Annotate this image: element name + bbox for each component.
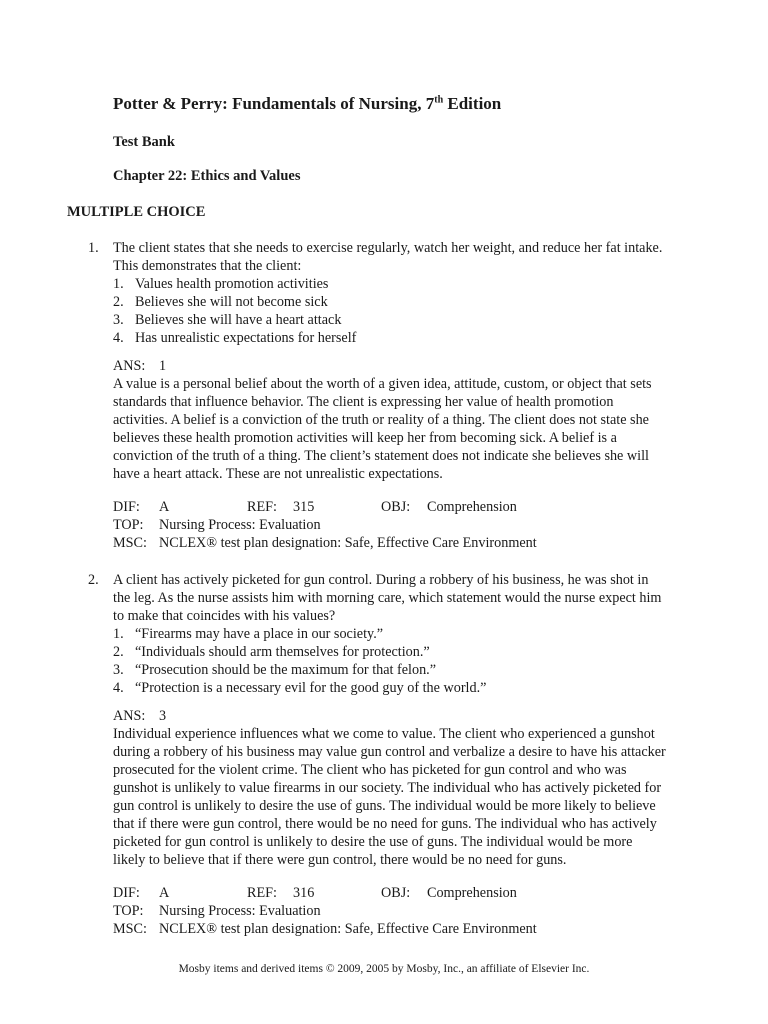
question-body [113,239,668,552]
answer-option [113,329,668,347]
question-body [113,571,668,938]
top-label: TOP: [113,903,144,919]
meta-row-top [113,516,668,534]
answer-label: ANS: [113,708,146,724]
question-metadata [113,884,668,938]
meta-row-dif [113,498,668,516]
ref-label: REF: [247,499,277,515]
option-text: Values health promotion activities [135,276,329,292]
option-number: 1. [113,276,124,292]
answer-option [113,311,668,329]
meta-row-dif [113,884,668,902]
question-number: 1. [88,240,99,256]
option-text: Has unrealistic expectations for herself [135,330,357,346]
answer-option [113,679,668,697]
msc-label: MSC: [113,921,147,937]
top-value: Nursing Process: Evaluation [159,517,321,533]
question-item [88,239,668,552]
document-title [113,94,501,114]
obj-label: OBJ: [381,499,411,515]
option-number: 2. [113,644,124,660]
option-number: 4. [113,680,124,696]
meta-row-msc [113,534,668,552]
question-metadata [113,498,668,552]
option-number: 3. [113,312,124,328]
answer-option [113,625,668,643]
meta-row-msc [113,920,668,938]
title-suffix: Edition [443,94,502,113]
rationale: A value is a personal belief about the worth of a given idea, attitude, custom, or object that sets standards that influence behavior. The client is expressing her value of health promotion activities. A belief is a conviction of the truth or reality of a thing. The client does not state she believes these health promotion activities will keep her from becoming sick. A belief is a conviction of the truth of a thing. The client’s statement does not indicate she believes she will have a heart attack. These are not unrealistic expectations. [113,376,652,482]
dif-label: DIF: [113,499,140,515]
dif-value: A [159,499,170,515]
question-item [88,571,668,938]
answer-label: ANS: [113,358,146,374]
option-text: Believes she will not become sick [135,294,328,310]
obj-value: Comprehension [427,499,517,515]
option-text: “Firearms may have a place in our society.” [135,626,384,642]
option-number: 4. [113,330,124,346]
chapter-title: Chapter 22: Ethics and Values [113,168,301,184]
rationale: Individual experience influences what we come to value. The client who experienced a gunshot during a robbery of his business may value gun control and verbalize a desire to have his attacker prosecuted for the violent crime. The client who has picketed for gun control and who was gunshot is unlikely to value firearms in our society. The individual who has actively picketed for gun control is unlikely to desire the use of guns. The individual would be more likely to believe that if there were gun control, there would be no need for guns. The individual who has actively picketed for gun control is unlikely to desire the use of guns. The individual would be more likely to believe that if there were gun control, there would be no need for guns. [113,726,666,868]
ref-label: REF: [247,885,277,901]
answer-value: 1 [159,358,167,374]
answer-line [113,707,668,725]
msc-value: NCLEX® test plan designation: Safe, Effective Care Environment [159,921,537,937]
top-label: TOP: [113,517,144,533]
dif-value: A [159,885,170,901]
question-number: 2. [88,572,99,588]
option-text: Believes she will have a heart attack [135,312,342,328]
msc-value: NCLEX® test plan designation: Safe, Effective Care Environment [159,535,537,551]
option-text: “Protection is a necessary evil for the good guy of the world.” [135,680,487,696]
msc-label: MSC: [113,535,147,551]
answer-line [113,357,668,375]
question-stem: A client has actively picketed for gun control. During a robbery of his business, he was shot in the leg. As the nurse assists him with morning care, which statement would the nurse expect him to make that coincides with his values? [113,572,662,624]
option-text: “Individuals should arm themselves for protection.” [135,644,430,660]
subtitle: Test Bank [113,134,175,150]
title-superscript: th [434,94,444,106]
option-number: 2. [113,294,124,310]
obj-value: Comprehension [427,885,517,901]
title-text: Potter & Perry: Fundamentals of Nursing, 7 [113,94,435,113]
question-stem: The client states that she needs to exercise regularly, watch her weight, and reduce her fat intake. This demonstrates that the client: [113,240,663,274]
dif-label: DIF: [113,885,140,901]
answer-option [113,661,668,679]
option-number: 1. [113,626,124,642]
section-heading: MULTIPLE CHOICE [67,204,206,220]
meta-row-top [113,902,668,920]
option-number: 3. [113,662,124,678]
copyright-footer: Mosby items and derived items © 2009, 2005 by Mosby, Inc., an affiliate of Elsevier Inc. [178,963,590,975]
obj-label: OBJ: [381,885,411,901]
answer-option [113,643,668,661]
ref-value: 316 [293,885,315,901]
answer-option [113,293,668,311]
answer-value: 3 [159,708,167,724]
option-text: “Prosecution should be the maximum for that felon.” [135,662,437,678]
answer-option [113,275,668,293]
ref-value: 315 [293,499,315,515]
top-value: Nursing Process: Evaluation [159,903,321,919]
